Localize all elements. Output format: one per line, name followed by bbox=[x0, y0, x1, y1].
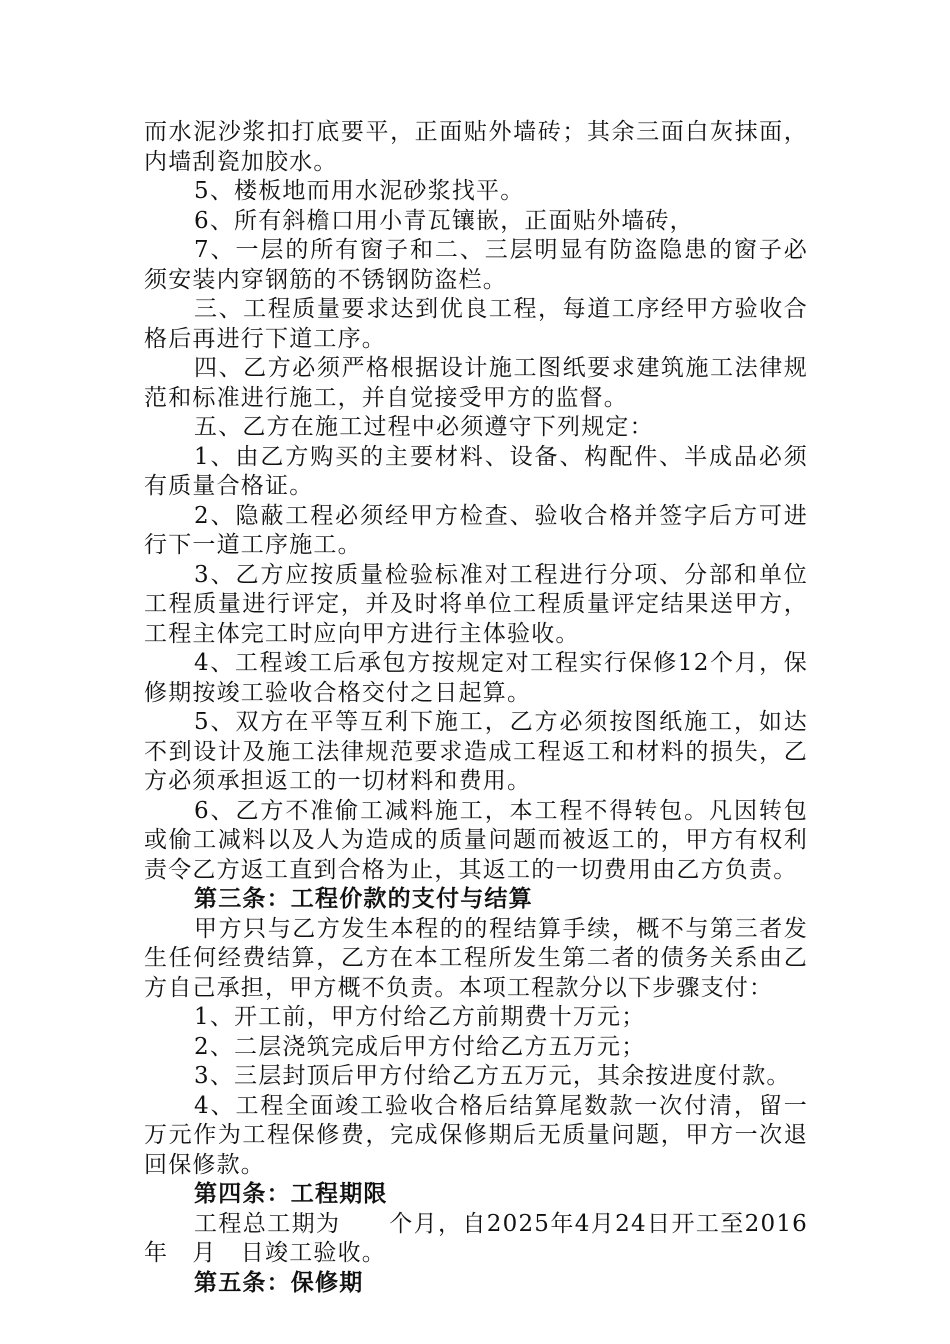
paragraph-duration: 工程总工期为 个月，自2025年4月24日开工至2016年 月 日竣工验收。 bbox=[144, 1210, 808, 1266]
paragraph-rule-1: 1、由乙方购买的主要材料、设备、构配件、半成品必须有质量合格证。 bbox=[144, 443, 808, 499]
document-page bbox=[144, 118, 808, 1298]
paragraph-item-6-eaves: 6、所有斜檐口用小青瓦镶嵌，正面贴外墙砖， bbox=[194, 207, 694, 234]
section-heading-warranty: 第五条：保修期 bbox=[194, 1269, 364, 1296]
paragraph-rule-5: 5、双方在平等互利下施工，乙方必须按图纸施工，如达不到设计及施工法律规范要求造成工程返工和材料的损失，乙方必须承担返工的一切材料和费用。 bbox=[144, 709, 808, 794]
paragraph-rule-3: 3、乙方应按质量检验标准对工程进行分项、分部和单位工程质量进行评定，并及时将单位工程质量评定结果送甲方，工程主体完工时应向甲方进行主体验收。 bbox=[144, 561, 808, 647]
paragraph-payment-4: 4、工程全面竣工验收合格后结算尾数款一次付清，留一万元作为工程保修费，完成保修期后无质量问题，甲方一次退回保修款。 bbox=[144, 1092, 808, 1178]
paragraph-payment-3: 3、三层封顶后甲方付给乙方五万元，其余按进度付款。 bbox=[194, 1063, 791, 1089]
paragraph-item-5-floor: 5、楼板地而用水泥砂浆找平。 bbox=[194, 178, 525, 204]
paragraph-payment-2: 2、二层浇筑完成后甲方付给乙方五万元； bbox=[194, 1033, 646, 1060]
paragraph-quality-requirement: 三、工程质量要求达到优良工程，每道工序经甲方验收合格后再进行下道工序。 bbox=[144, 296, 808, 352]
paragraph-payment-1: 1、开工前，甲方付给乙方前期费十万元； bbox=[194, 1004, 646, 1030]
paragraph-rule-4: 4、工程竣工后承包方按规定对工程实行保修12个月，保修期按竣工验收合格交付之日起算。 bbox=[144, 650, 808, 706]
paragraph-rule-6: 6、乙方不准偷工减料施工，本工程不得转包。凡因转包或偷工减料以及人为造成的质量问题而被返工的，甲方有权利责令乙方返工直到合格为止，其返工的一切费用由乙方负责。 bbox=[144, 797, 808, 883]
paragraph-rule-2: 2、隐蔽工程必须经甲方检查、验收合格并签字后方可进行下一道工序施工。 bbox=[144, 502, 808, 558]
paragraph-construction-standards: 四、乙方必须严格根据设计施工图纸要求建筑施工法律规范和标准进行施工，并自觉接受甲方的监督。 bbox=[144, 355, 808, 411]
paragraph-rules-intro: 五、乙方在施工过程中必须遵守下列规定： bbox=[194, 414, 654, 440]
section-heading-duration: 第四条：工程期限 bbox=[194, 1181, 388, 1207]
section-heading-payment: 第三条：工程价款的支付与结算 bbox=[194, 886, 533, 912]
paragraph-payment-intro: 甲方只与乙方发生本程的的程结算手续，概不与第三者发生任何经费结算，乙方在本工程所发生第二者的债务关系由乙方自己承担，甲方概不负责。本项工程款分以下步骤支付： bbox=[144, 915, 808, 1001]
paragraph-continued: 而水泥沙浆扣打底要平，正面贴外墙砖；其余三面白灰抹面，内墙刮瓷加胶水。 bbox=[144, 119, 808, 175]
paragraph-item-7-windows: 7、一层的所有窗子和二、三层明显有防盗隐患的窗子必须安装内穿钢筋的不锈钢防盗栏。 bbox=[144, 237, 808, 293]
